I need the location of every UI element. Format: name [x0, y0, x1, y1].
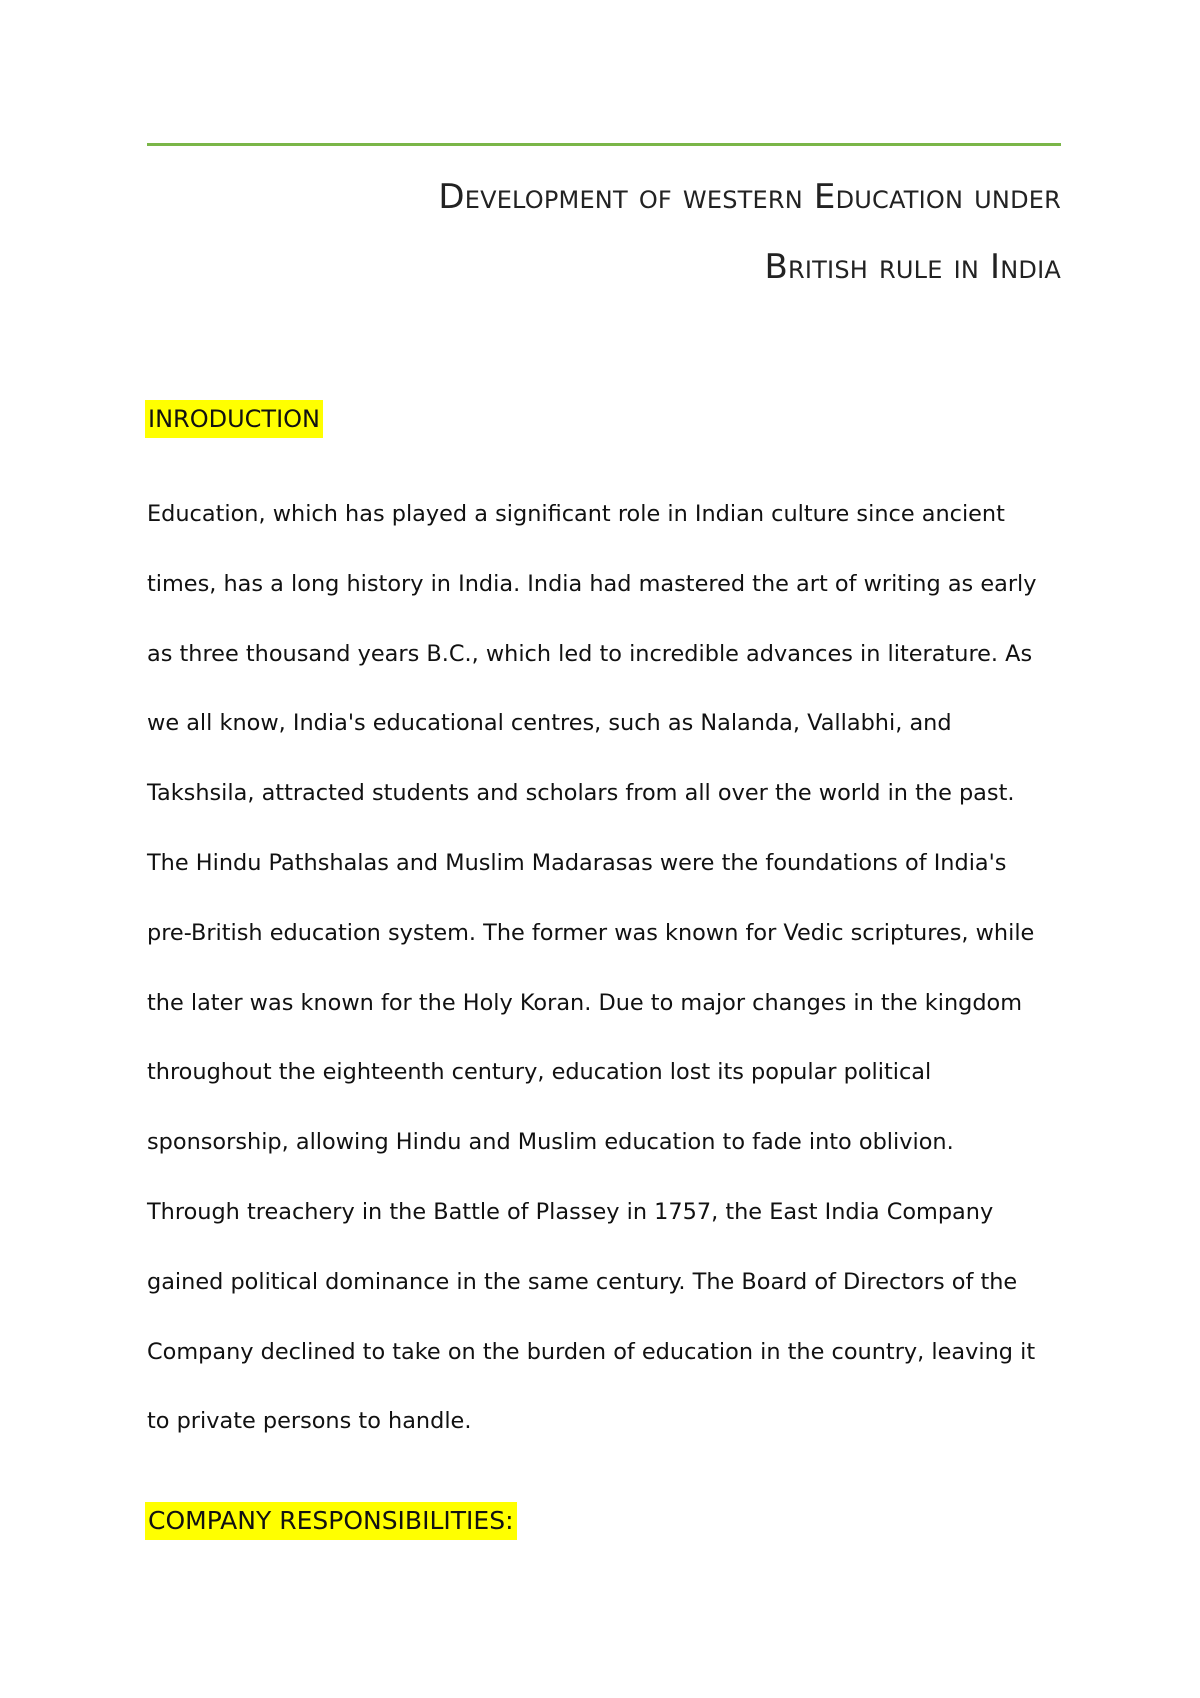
document-title [147, 162, 1061, 302]
paragraph-line: throughout the eighteenth century, education lost its popular political [147, 1059, 932, 1086]
paragraph-line: sponsorship, allowing Hindu and Muslim education to fade into oblivion. [147, 1129, 954, 1156]
title-rule [147, 143, 1061, 146]
paragraph-line: to private persons to handle. [147, 1408, 472, 1435]
title-line-1: Development of western Education under [438, 177, 1061, 217]
paragraph-line: the later was known for the Holy Koran. Due to major changes in the kingdom [147, 989, 1023, 1016]
paragraph-line: The Hindu Pathshalas and Muslim Madarasas were the foundations of India's [147, 849, 1007, 876]
paragraph-line: Company declined to take on the burden of education in the country, leaving it [147, 1338, 1036, 1365]
paragraph-line: we all know, India's educational centres, such as Nalanda, Vallabhi, and [147, 710, 952, 737]
introduction-heading: INRODUCTION [145, 400, 323, 438]
introduction-paragraph [147, 496, 1067, 1473]
paragraph-line: pre-British education system. The former was known for Vedic scriptures, while [147, 919, 1035, 946]
paragraph-line: gained political dominance in the same century. The Board of Directors of the [147, 1268, 1018, 1295]
company-responsibilities-heading: COMPANY RESPONSIBILITIES: [145, 1502, 517, 1540]
paragraph-line: Takshsila, attracted students and scholars from all over the world in the past. [147, 780, 1015, 807]
title-line-2: British rule in India [764, 247, 1061, 287]
paragraph-line: Through treachery in the Battle of Plassey in 1757, the East India Company [147, 1198, 994, 1225]
paragraph-line: Education, which has played a significant role in Indian culture since ancient [147, 501, 1005, 527]
paragraph-line: times, has a long history in India. India had mastered the art of writing as early [147, 570, 1037, 597]
paragraph-line: as three thousand years B.C., which led to incredible advances in literature. As [147, 640, 1033, 667]
